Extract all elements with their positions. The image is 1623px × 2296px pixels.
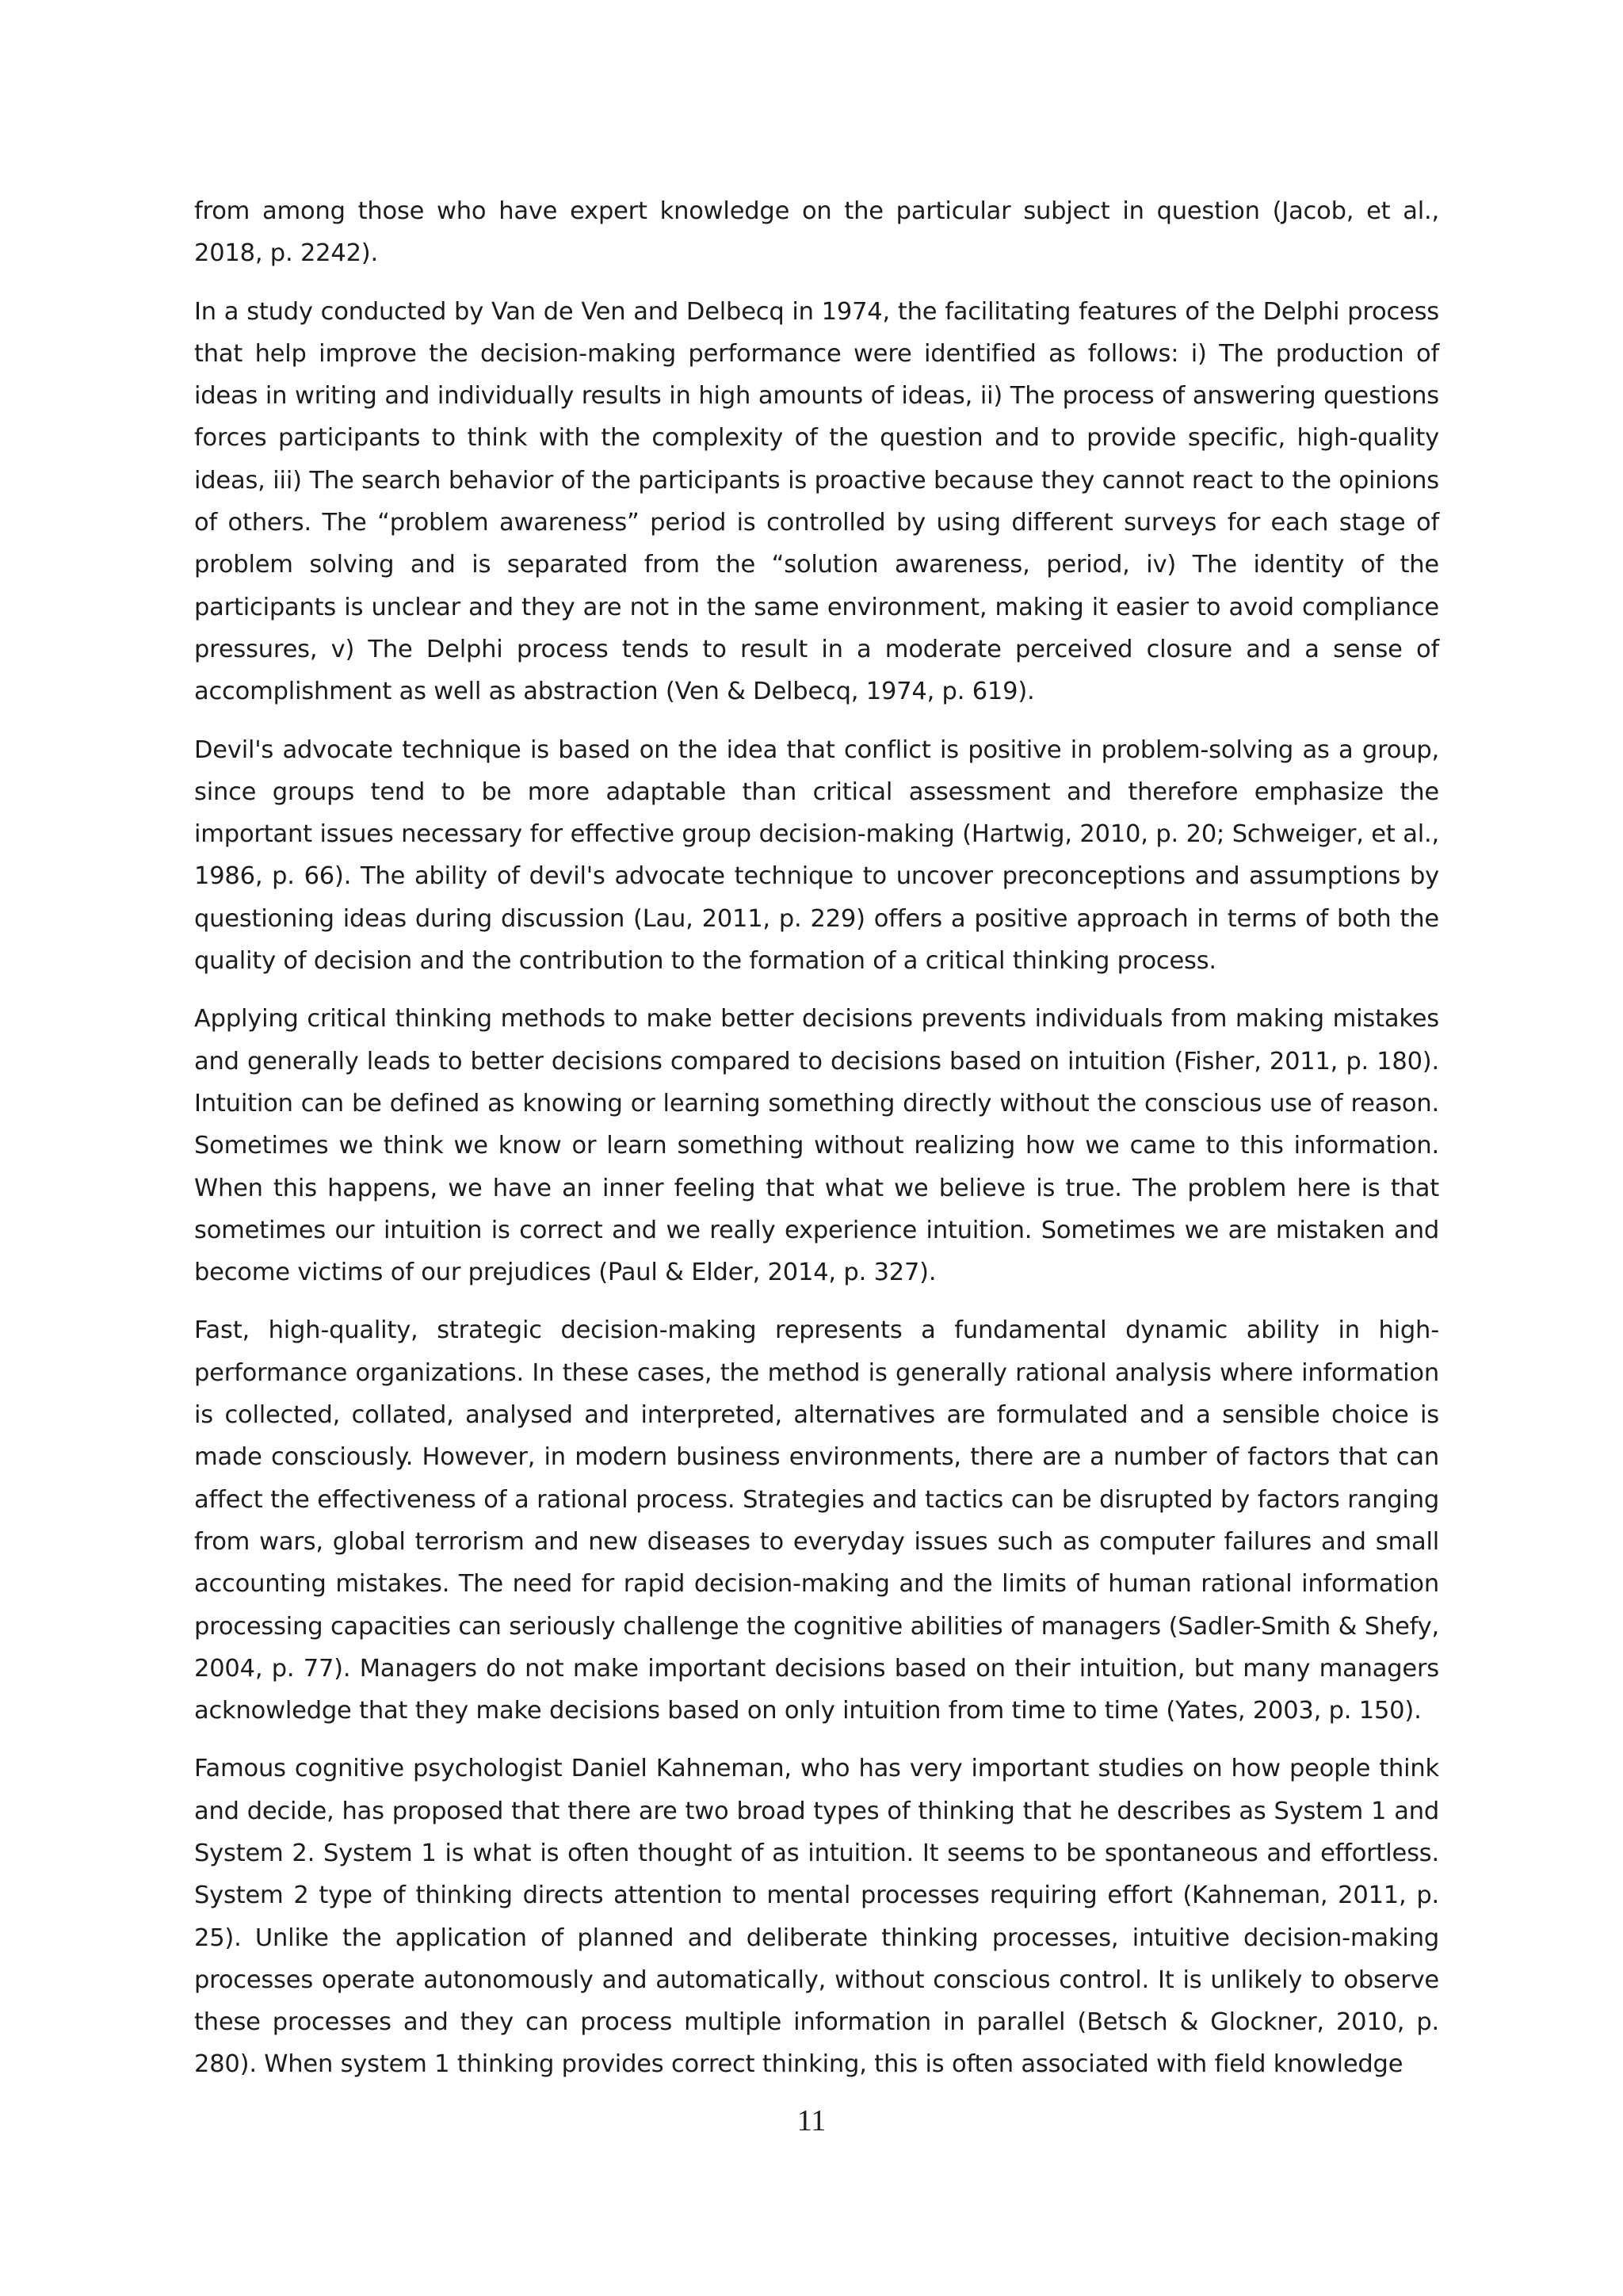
paragraph-kahneman: Famous cognitive psychologist Daniel Kahneman, who has very important studies on how people think and decide, has proposed that there are two broad types of thinking that he describes as System 1 and System 2. System 1 is what is often thought of as intuition. It seems to be spontaneous and effortless. System 2 type of thinking directs attention to mental processes requiring effort (Kahneman, 2011, p. 25). Unlike the application of planned and deliberate thinking processes, intuitive decision-making processes operate autonomously and automatically, without conscious control. It is unlikely to observe these processes and they can process multiple information in parallel (Betsch & Glockner, 2010, p. 280). When system 1 thinking provides correct thinking, this is often associated with field knowledge xyxy=(194,1755,1439,2079)
paragraph-continuation: from among those who have expert knowledge on the particular subject in question (Jacob, et al., 2018, p. 2242). xyxy=(194,197,1439,268)
paragraph-devils-advocate: Devil's advocate technique is based on the idea that conflict is positive in problem-solving as a group, since groups tend to be more adaptable than critical assessment and therefore emphasize the important issues necessary for effective group decision-making (Hartwig, 2010, p. 20; Schweiger, et al., 1986, p. 66). The ability of devil's advocate technique to uncover preconceptions and assumptions by questioning ideas during discussion (Lau, 2011, p. 229) offers a positive approach in terms of both the quality of decision and the contribution to the formation of a critical thinking process. xyxy=(194,735,1439,976)
body-text xyxy=(194,190,1439,2102)
paragraph-critical-thinking: Applying critical thinking methods to make better decisions prevents individuals from making mistakes and generally leads to better decisions compared to decisions based on intuition (Fisher, 2011, p. 180). Intuition can be defined as knowing or learning something directly without the conscious use of reason. Sometimes we think we know or learn something without realizing how we came to this information. When this happens, we have an inner feeling that what we believe is true. The problem here is that sometimes our intuition is correct and we really experience intuition. Sometimes we are mistaken and become victims of our prejudices (Paul & Elder, 2014, p. 327). xyxy=(194,1005,1439,1287)
paragraph-strategic-decision-making: Fast, high-quality, strategic decision-making represents a fundamental dynamic ability in high-performance organizations. In these cases, the method is generally rational analysis where information is collected, collated, analysed and interpreted, alternatives are formulated and a sensible choice is made consciously. However, in modern business environments, there are a number of factors that can affect the effectiveness of a rational process. Strategies and tactics can be disrupted by factors ranging from wars, global terrorism and new diseases to everyday issues such as computer failures and small accounting mistakes. The need for rapid decision-making and the limits of human rational information processing capacities can seriously challenge the cognitive abilities of managers (Sadler-Smith & Shefy, 2004, p. 77). Managers do not make important decisions based on their intuition, but many managers acknowledge that they make decisions based on only intuition from time to time (Yates, 2003, p. 150). xyxy=(194,1316,1439,1725)
page-number: 11 xyxy=(796,2104,827,2137)
paragraph-delphi-features: In a study conducted by Van de Ven and Delbecq in 1974, the facilitating features of the Delphi process that help improve the decision-making performance were identified as follows: i) The production of ideas in writing and individually results in high amounts of ideas, ii) The process of answering questions forces participants to think with the complexity of the question and to provide specific, high-quality ideas, iii) The search behavior of the participants is proactive because they cannot react to the opinions of others. The “problem awareness” period is controlled by using different surveys for each stage of problem solving and is separated from the “solution awareness, period, iv) The identity of the participants is unclear and they are not in the same environment, making it easier to avoid compliance pressures, v) The Delphi process tends to result in a moderate perceived closure and a sense of accomplishment as well as abstraction (Ven & Delbecq, 1974, p. 619). xyxy=(194,297,1439,706)
